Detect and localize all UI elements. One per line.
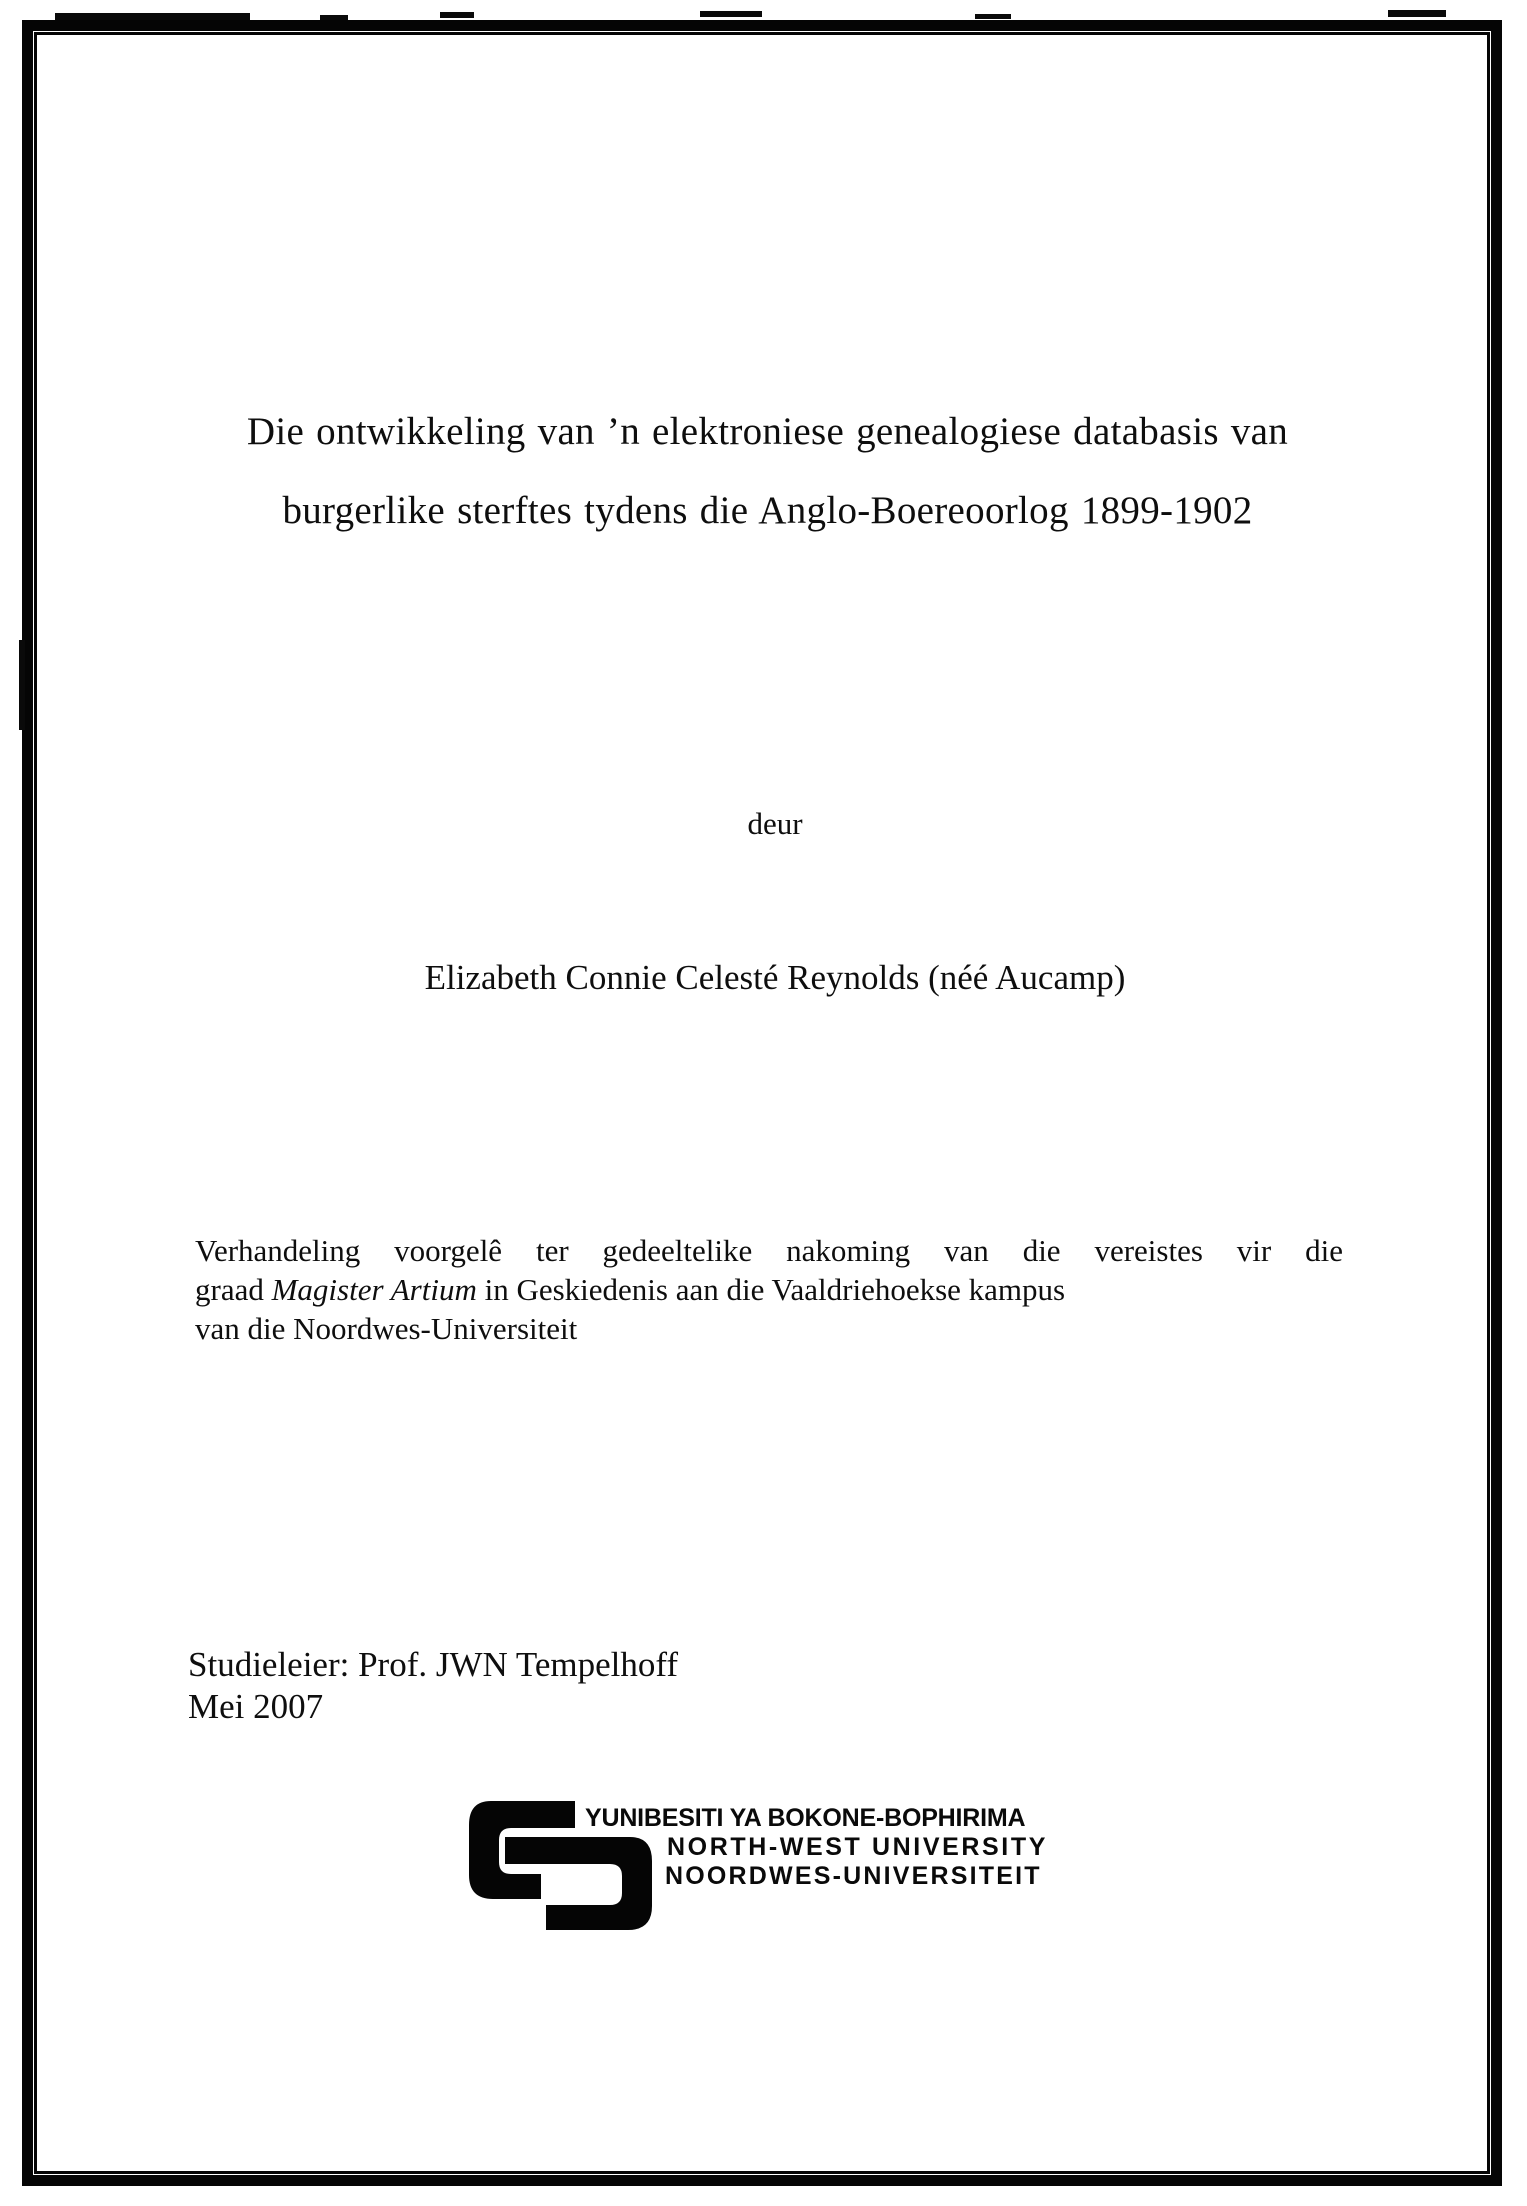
thesis-title-line1: Die ontwikkeling van ’n elektroniese genealogiese databasis van — [246, 410, 1289, 453]
submission-line2-suffix: in Geskiedenis aan die Vaaldriehoekse kampus — [476, 1272, 1066, 1307]
submission-line2 — [195, 1270, 1343, 1309]
thesis-title — [185, 392, 1350, 550]
university-name-afrikaans: NOORDWES-UNIVERSITEIT — [665, 1862, 1042, 1890]
date-line: Mei 2007 — [188, 1687, 324, 1726]
scan-artifact — [1388, 10, 1446, 17]
scan-artifact — [700, 11, 762, 17]
submission-statement — [195, 1231, 1343, 1348]
university-name-english: NORTH-WEST UNIVERSITY — [667, 1833, 1048, 1861]
scan-artifact — [320, 15, 348, 20]
advisor-line: Studieleier: Prof. JWN Tempelhoff — [188, 1645, 679, 1684]
scan-artifact — [19, 640, 25, 730]
submission-line3: van die Noordwes-Universiteit — [195, 1311, 578, 1346]
author-name: Elizabeth Connie Celesté Reynolds (néé Aucamp) — [424, 958, 1126, 997]
thesis-title-line2: burgerlike sterftes tydens die Anglo-Boereoorlog 1899-1902 — [282, 489, 1253, 532]
scan-artifact — [55, 13, 250, 20]
byline-label: deur — [747, 806, 803, 841]
university-name-setswana: YUNIBESITI YA BOKONE-BOPHIRIMA — [585, 1804, 1026, 1832]
submission-line1: Verhandeling voorgelê ter gedeeltelike nakoming van die vereistes vir die — [195, 1233, 1343, 1268]
degree-name: Magister Artium — [271, 1272, 477, 1307]
scan-artifact — [440, 12, 474, 18]
advisor-block — [188, 1644, 1088, 1728]
scan-artifact — [975, 14, 1011, 19]
submission-line2-prefix: graad — [195, 1272, 272, 1307]
